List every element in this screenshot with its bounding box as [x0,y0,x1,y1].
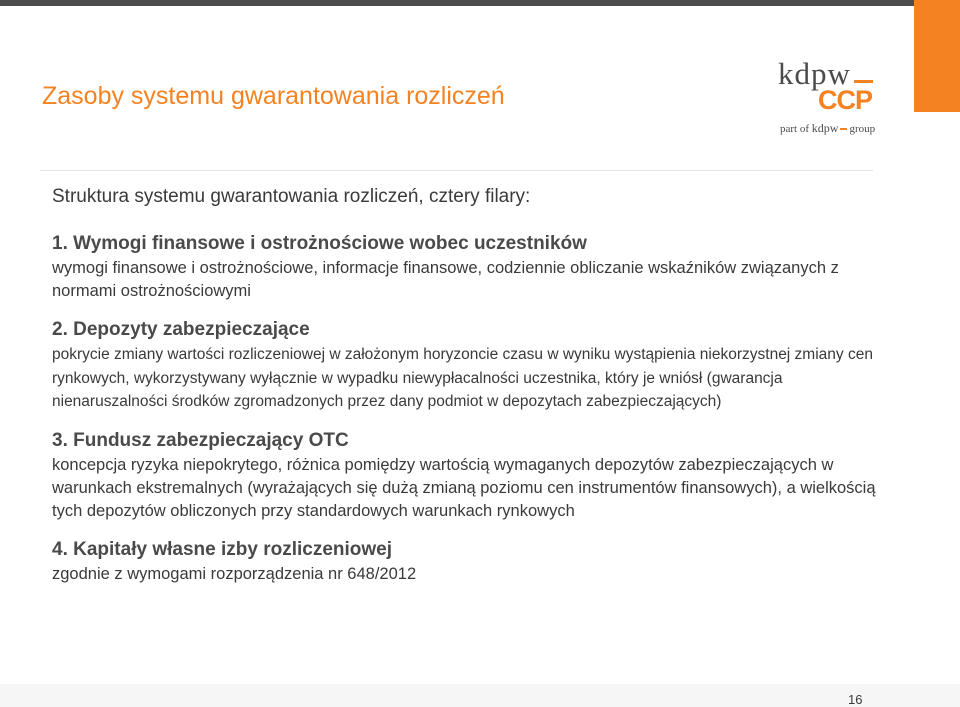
logo-tagline-dash [840,128,847,130]
logo-tagline-suffix: group [849,123,876,135]
pillar-title: 1. Wymogi finansowe i ostrożnościowe wobec uczestników [52,233,587,254]
pillar-2 [52,317,902,414]
pillar-description: pokrycie zmiany wartości rozliczeniowej w założonym horyzoncie czasu w wyniku wystąpienia niekorzystnej zmiany cen rynkowych, wykorzystywany wyłącznie w wypadku niewypłacalności uczestnika, który je wniósł (gwarancja nienaruszalności środków zgromadzonych przez dany podmiot w depozytach zabezpieczających) [52,346,873,410]
pillar-title: 2. Depozyty zabezpieczające [52,319,310,340]
pillar-description: koncepcja ryzyka niepokrytego, różnica pomiędzy wartością wymaganych depozytów zabezpieczających w warunkach ekstremalnych (wyrażających się dużą zmianą poziomu cen instrumentów finansowych), a wielkością tych depozytów obliczonych przy standardowych warunkach rynkowych [52,455,876,520]
logo-dash [854,80,873,83]
logo-tagline-brand: kdpw [811,121,839,135]
intro-text: Struktura systemu gwarantowania rozliczeń, cztery filary: [52,186,531,207]
slide-title: Zasoby systemu gwarantowania rozliczeń [42,82,505,110]
page-number: 16 [848,692,863,707]
orange-corner-block [914,0,960,112]
pillar-4 [52,537,902,586]
slide-body [52,184,902,600]
top-bar [0,0,960,6]
logo-wordmark: kdpw [778,56,851,91]
logo-tagline [780,122,875,135]
footer-band [0,684,960,707]
logo-tagline-prefix: part of [780,123,810,135]
pillar-description: zgodnie z wymogami rozporządzenia nr 648/2012 [52,564,417,583]
pillar-3 [52,428,902,523]
pillar-title: 3. Fundusz zabezpieczający OTC [52,429,349,451]
pillar-title: 4. Kapitały własne izby rozliczeniowej [52,538,392,560]
kdpw-ccp-logo [778,56,878,136]
pillar-1 [52,231,902,303]
header-divider [40,170,873,171]
logo-sub-brand: CCP [818,85,873,115]
pillar-description: wymogi finansowe i ostrożnościowe, informacje finansowe, codziennie obliczanie wskaźników związanych z normami ostrożnościowymi [52,259,839,300]
